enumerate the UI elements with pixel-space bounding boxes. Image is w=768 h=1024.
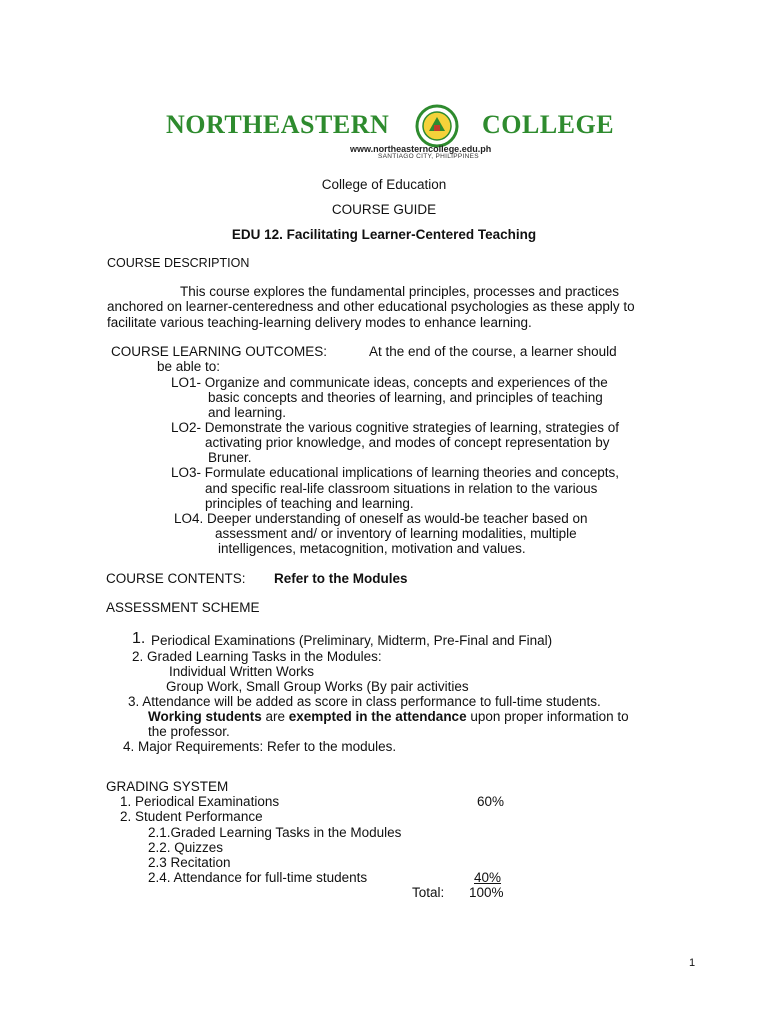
lo2-line-3: Bruner. xyxy=(208,450,252,465)
exempted-attendance-label: exempted in the attendance xyxy=(288,709,467,724)
document-type: COURSE GUIDE xyxy=(331,202,437,217)
grading-row-2-4-percent: 40% xyxy=(474,870,502,885)
lo2-line-2: activating prior knowledge, and modes of concept representation by xyxy=(205,435,610,450)
college-name: College of Education xyxy=(321,177,447,192)
assessment-item-3-tail: upon proper information to xyxy=(466,709,629,724)
assessment-item-2a: Individual Written Works xyxy=(169,664,315,679)
course-contents-value: Refer to the Modules xyxy=(274,571,408,586)
grading-row-1-percent: 60% xyxy=(477,794,505,809)
college-banner xyxy=(160,102,630,162)
lo3-line-2: and specific real-life classroom situations in relation to the various xyxy=(205,481,598,496)
assessment-item-2: 2. Graded Learning Tasks in the Modules: xyxy=(132,649,382,664)
working-students-label: Working students xyxy=(148,709,262,724)
lo4-line-2: assessment and/ or inventory of learning modalities, multiple xyxy=(215,526,577,541)
course-title: EDU 12. Facilitating Learner-Centered Teaching xyxy=(231,227,537,242)
lo4-line-3: intelligences, metacognition, motivation and values. xyxy=(218,541,526,556)
description-line-2: anchored on learner-centeredness and other educational psychologies as these apply to xyxy=(107,299,635,314)
grading-row-2-1: 2.1.Graded Learning Tasks in the Modules xyxy=(148,825,402,840)
lo3-line-1: LO3- Formulate educational implications of learning theories and concepts, xyxy=(171,465,619,480)
grading-row-2-2: 2.2. Quizzes xyxy=(148,840,224,855)
lo1-line-3: and learning. xyxy=(208,405,287,420)
lo3-line-3: principles of teaching and learning. xyxy=(205,496,414,511)
page-number: 1 xyxy=(689,957,696,969)
lo1-line-2: basic concepts and theories of learning, and principles of teaching xyxy=(208,390,603,405)
grading-row-2-3: 2.3 Recitation xyxy=(148,855,231,870)
assessment-item-4: 4. Major Requirements: Refer to the modules. xyxy=(123,739,397,754)
grading-heading: GRADING SYSTEM xyxy=(106,779,229,794)
assessment-item-3-line-2 xyxy=(148,709,629,724)
course-description-heading: COURSE DESCRIPTION xyxy=(107,256,250,270)
logo-text-northeastern: NORTHEASTERN xyxy=(166,110,390,139)
course-contents-heading: COURSE CONTENTS: xyxy=(106,571,246,586)
grading-row-2: 2. Student Performance xyxy=(120,809,263,824)
website-url: www.northeasterncollege.edu.ph xyxy=(350,144,492,154)
assessment-item-3-line-3: the professor. xyxy=(148,724,230,739)
lo1-line-1: LO1- Organize and communicate ideas, concepts and experiences of the xyxy=(171,375,608,390)
logo-text-college: COLLEGE xyxy=(482,110,615,139)
assessment-item-1: Periodical Examinations (Preliminary, Midterm, Pre-Final and Final) xyxy=(151,633,553,648)
assessment-item-1-number: 1. xyxy=(132,630,146,647)
assessment-item-3: 3. Attendance will be added as score in class performance to full-time students. xyxy=(128,694,601,709)
grading-total-percent: 100% xyxy=(469,885,504,900)
lo4-line-1: LO4. Deeper understanding of oneself as would-be teacher based on xyxy=(174,511,588,526)
lo2-line-1: LO2- Demonstrate the various cognitive strategies of learning, strategies of xyxy=(171,420,619,435)
grading-row-1: 1. Periodical Examinations xyxy=(120,794,280,809)
college-location: SANTIAGO CITY, PHILIPPINES xyxy=(378,153,479,160)
college-seal-icon xyxy=(415,104,459,148)
grading-row-2-4: 2.4. Attendance for full-time students xyxy=(148,870,368,885)
learning-outcomes-intro-2: be able to: xyxy=(157,359,221,374)
description-line-3: facilitate various teaching-learning delivery modes to enhance learning. xyxy=(107,315,532,330)
learning-outcomes-heading: COURSE LEARNING OUTCOMES: xyxy=(111,344,328,359)
grading-total-label: Total: xyxy=(412,885,445,900)
assessment-item-3-connector: are xyxy=(261,709,289,724)
assessment-item-2b: Group Work, Small Group Works (By pair activities xyxy=(166,679,469,694)
assessment-heading: ASSESSMENT SCHEME xyxy=(106,600,260,615)
learning-outcomes-intro: At the end of the course, a learner should xyxy=(369,344,617,359)
description-line-1: This course explores the fundamental principles, processes and practices xyxy=(180,284,619,299)
